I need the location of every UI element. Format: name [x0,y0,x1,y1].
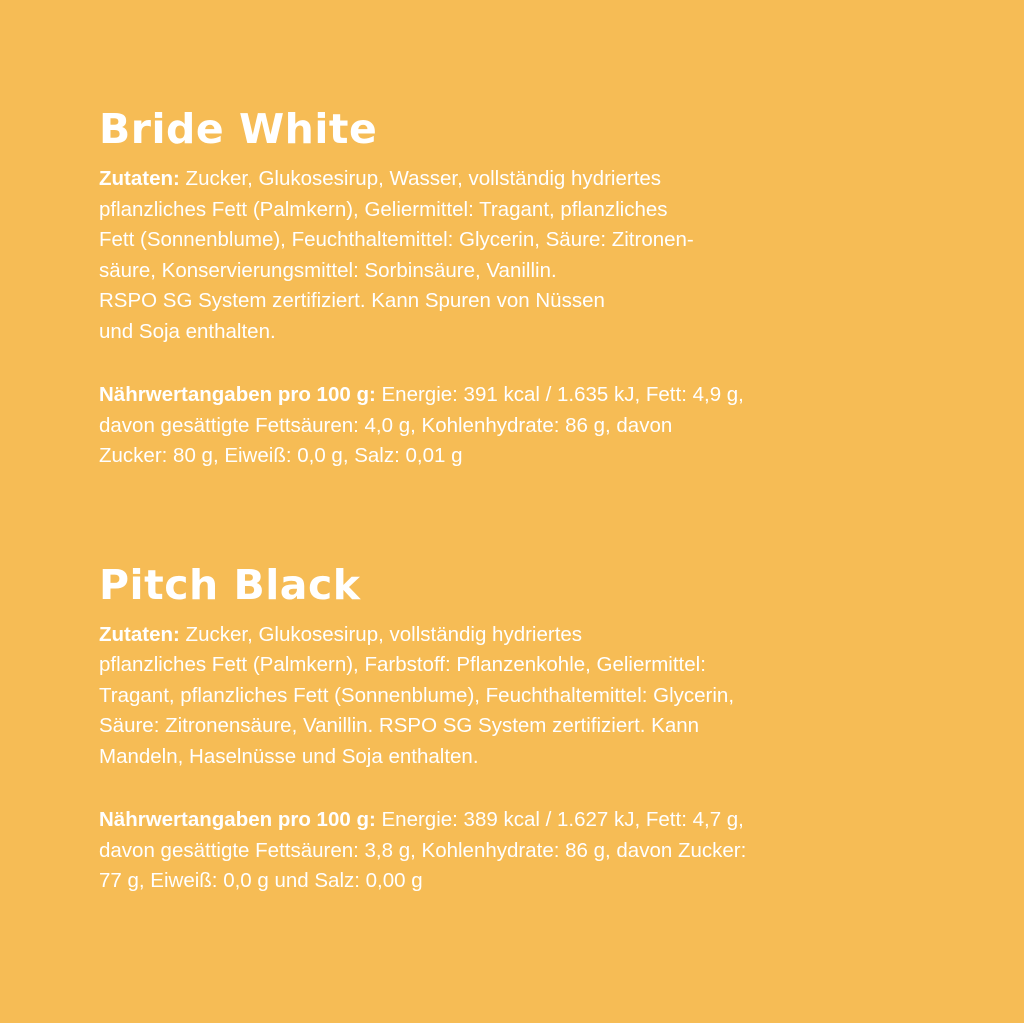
product-section-pitch-black [99,560,928,897]
ingredients-line: Zucker, Glukosesirup, vollständig hydriertes [179,622,583,646]
nutrition-label: Nährwertangaben pro 100 g: [99,808,376,832]
ingredients-line: Fett (Sonnenblume), Feuchthaltemittel: Glycerin, Säure: Zitronen- [99,228,694,252]
ingredients-line: RSPO SG System zertifiziert. Kann Spuren von Nüssen [99,289,605,313]
nutrition-label: Nährwertangaben pro 100 g: [99,383,376,407]
product-section-bride-white [99,105,928,472]
ingredients-paragraph [99,620,928,773]
ingredients-line: Tragant, pflanzliches Fett (Sonnenblume), Feuchthaltemittel: Glycerin, [99,683,735,707]
product-title: Pitch Black [99,560,361,609]
nutrition-line: Zucker: 80 g, Eiweiß: 0,0 g, Salz: 0,01 g [99,444,463,468]
ingredients-line: säure, Konservierungsmittel: Sorbinsäure, Vanillin. [99,258,557,282]
nutrition-line: davon gesättigte Fettsäuren: 4,0 g, Kohlenhydrate: 86 g, davon [99,413,673,437]
nutrition-line: Energie: 389 kcal / 1.627 kJ, Fett: 4,7 g, [375,808,744,832]
ingredients-line: pflanzliches Fett (Palmkern), Geliermittel: Tragant, pflanzliches [99,197,668,221]
nutrition-paragraph [99,805,928,897]
nutrition-line: 77 g, Eiweiß: 0,0 g und Salz: 0,00 g [99,869,423,893]
nutrition-paragraph [99,380,928,472]
ingredients-line: pflanzliches Fett (Palmkern), Farbstoff: Pflanzenkohle, Geliermittel: [99,653,706,677]
ingredients-label: Zutaten: [99,167,180,191]
ingredients-line: und Soja enthalten. [99,319,276,343]
ingredients-line: Mandeln, Haselnüsse und Soja enthalten. [99,744,479,768]
ingredients-label: Zutaten: [99,622,180,646]
product-title: Bride White [99,105,378,153]
nutrition-line: Energie: 391 kcal / 1.635 kJ, Fett: 4,9 g, [375,383,744,407]
nutrition-line: davon gesättigte Fettsäuren: 3,8 g, Kohlenhydrate: 86 g, davon Zucker: [99,838,747,862]
ingredients-paragraph [99,164,928,347]
ingredients-line: Säure: Zitronensäure, Vanillin. RSPO SG System zertifiziert. Kann [99,714,700,738]
ingredients-line: Zucker, Glukosesirup, Wasser, vollständig hydriertes [179,167,662,191]
